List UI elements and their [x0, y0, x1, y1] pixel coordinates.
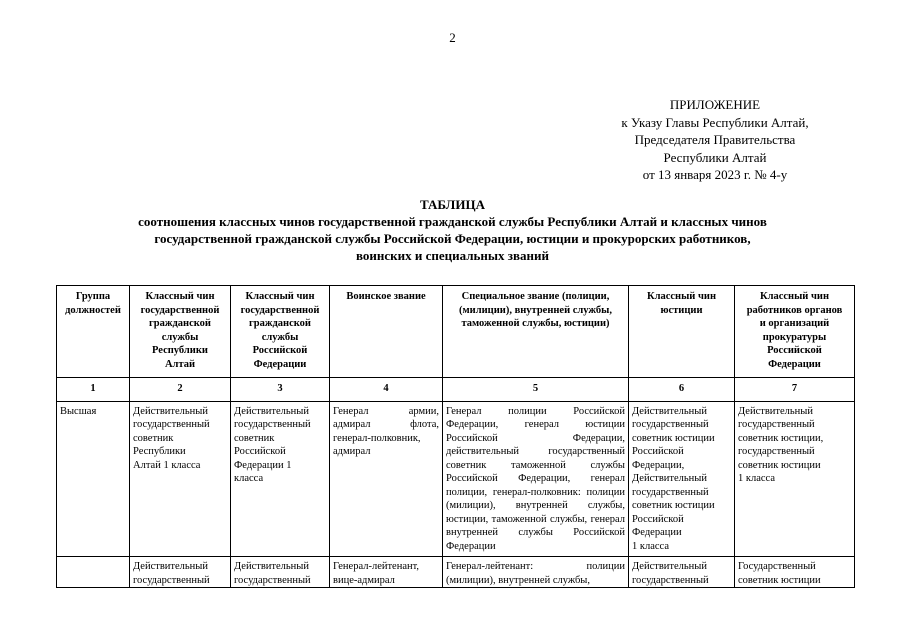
table-subtitle-line: государственной гражданской службы Российской Федерации, юстиции и прокурорских работников,: [154, 231, 751, 246]
table-cell: [57, 557, 130, 588]
table-cell: Действительный государственный: [231, 557, 330, 588]
header-cell-federal-rank: Классный чин государственной гражданской службы Российской Федерации: [231, 286, 330, 378]
column-number: 3: [231, 378, 330, 402]
table-cell: Генерал полиции Российской Федерации, генерал юстиции Российской Федерации, действительный государственный советник таможенной службы Российской Федерации, генерал полиции, генерал-полковник: полиции (милиции), внутренней службы, юстиции, таможенной службы, генерал внутренней службы Российской Федерации: [443, 401, 629, 557]
header-cell-altai-rank: Классный чин государственной гражданской службы Республики Алтай: [130, 286, 231, 378]
column-number: 2: [130, 378, 231, 402]
column-number: 4: [330, 378, 443, 402]
column-number-row: [57, 378, 855, 402]
table-row: [57, 401, 855, 557]
column-number: 7: [735, 378, 855, 402]
column-number: 6: [629, 378, 735, 402]
table-heading: [60, 196, 845, 264]
appendix-title: ПРИЛОЖЕНИЕ: [669, 97, 761, 112]
table-cell: Действительный государственный: [629, 557, 735, 588]
table-row: [57, 557, 855, 588]
appendix-date: от 13 января 2023 г. № 4-у: [642, 167, 788, 182]
table-cell: Действительный государственный советник Российской Федерации 1 класса: [231, 401, 330, 557]
appendix-block: [590, 96, 840, 184]
header-cell-military-rank: Воинское звание: [330, 286, 443, 378]
table-cell: Генерал-лейтенант, вице-адмирал: [330, 557, 443, 588]
table-title: ТАБЛИЦА: [420, 197, 485, 212]
table-cell: Действительный государственный советник юстиции, государственный советник юстиции 1 класса: [735, 401, 855, 557]
table-cell: Действительный государственный советник юстиции Российской Федерации, Действительный государственный советник юстиции Российской Федерации 1 класса: [629, 401, 735, 557]
column-number: 1: [57, 378, 130, 402]
table-cell: Генерал-лейтенант: полиции (милиции), внутренней службы,: [443, 557, 629, 588]
table-subtitle-line: воинских и специальных званий: [355, 248, 550, 263]
header-cell-justice-rank: Классный чин юстиции: [629, 286, 735, 378]
appendix-line: Республики Алтай: [663, 149, 767, 165]
header-cell-special-rank: Специальное звание (полиции, (милиции), внутренней службы, таможенной службы, юстиции): [443, 286, 629, 378]
table-cell: Действительный государственный советник Республики Алтай 1 класса: [130, 401, 231, 557]
table-subtitle-line: соотношения классных чинов государственной гражданской службы Республики Алтай и классных чинов: [138, 214, 767, 229]
page-number: 2: [449, 30, 456, 45]
header-cell-group: Группа должностей: [57, 286, 130, 378]
table-cell: Высшая: [57, 401, 130, 557]
header-cell-prosecutor-rank: Классный чин работников органов и организаций прокуратуры Российской Федерации: [735, 286, 855, 378]
table-cell: Государственный советник юстиции: [735, 557, 855, 588]
appendix-line: Председателя Правительства: [634, 132, 796, 147]
appendix-line: к Указу Главы Республики Алтай,: [621, 114, 809, 130]
table-cell: Действительный государственный: [130, 557, 231, 588]
ranks-table: [56, 285, 855, 588]
table-cell: Генерал армии, адмирал флота, генерал-полковник, адмирал: [330, 401, 443, 557]
column-number: 5: [443, 378, 629, 402]
header-row: [57, 286, 855, 378]
